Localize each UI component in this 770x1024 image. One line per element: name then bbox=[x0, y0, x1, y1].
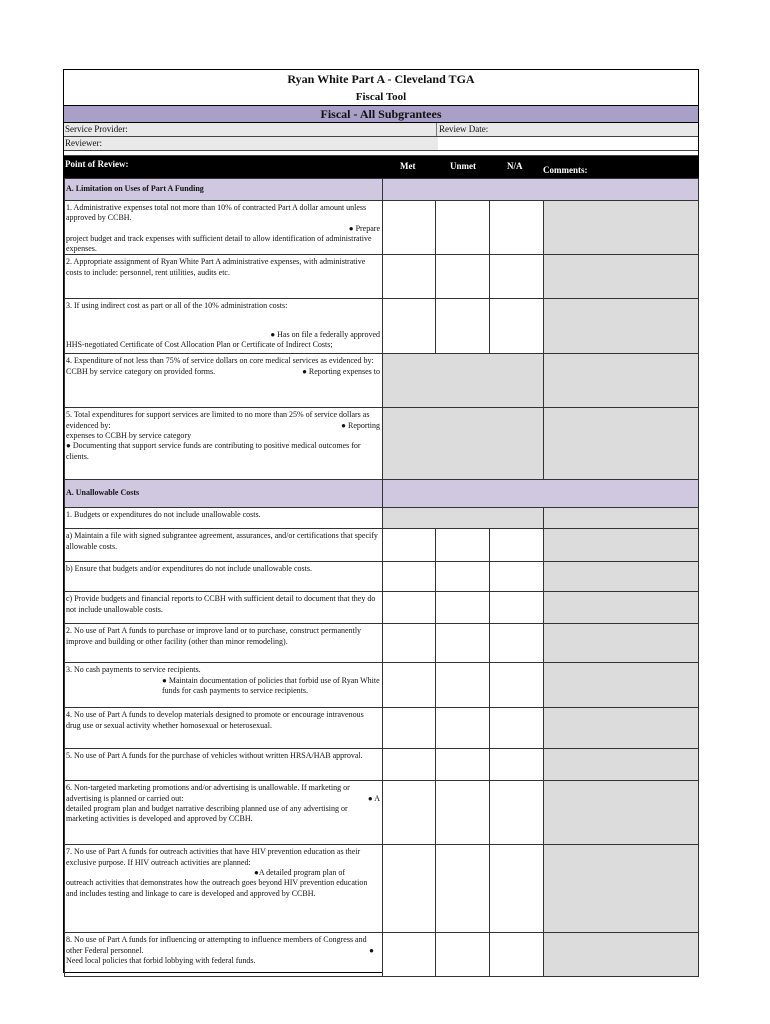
section-a-fill bbox=[383, 179, 699, 201]
question-cell: 1. Budgets or expenditures do not include unallowable costs. bbox=[65, 508, 383, 529]
na-cell[interactable] bbox=[490, 663, 544, 708]
comments-cell[interactable] bbox=[544, 933, 699, 977]
comments-cell[interactable] bbox=[544, 624, 699, 663]
table-row bbox=[65, 529, 699, 562]
bullet-text: ● A bbox=[367, 793, 380, 803]
question-cell: 4. No use of Part A funds to develop materials designed to promote or encourage intravenous drug use or sexual activity whether homosexual or heterosexual. bbox=[65, 708, 383, 749]
unmet-cell[interactable] bbox=[436, 749, 490, 781]
question-text: 3. No cash payments to service recipients. bbox=[66, 665, 201, 675]
question-text: 4. Expenditure of not less than 75% of service dollars on core medical services as evidenced by: bbox=[66, 356, 374, 366]
section-a-title: A. Limitation on Uses of Part A Funding bbox=[65, 179, 383, 201]
table-row bbox=[65, 562, 699, 592]
unmet-cell[interactable] bbox=[436, 624, 490, 663]
na-header: N/A bbox=[507, 161, 523, 171]
comments-header: Comments: bbox=[543, 165, 588, 175]
table-row bbox=[65, 933, 699, 977]
met-cell[interactable] bbox=[383, 663, 436, 708]
na-cell[interactable] bbox=[490, 592, 544, 624]
bullet-text: ● bbox=[369, 945, 374, 955]
na-cell[interactable] bbox=[490, 201, 544, 255]
na-cell[interactable] bbox=[490, 933, 544, 977]
question-cell: c) Provide budgets and financial reports to CCBH with sufficient detail to document that they do not include unallowable costs. bbox=[65, 592, 383, 624]
disabled-cells bbox=[383, 408, 544, 480]
table-row bbox=[65, 255, 699, 299]
section-a-header-row bbox=[65, 179, 699, 201]
column-header-bar bbox=[64, 156, 698, 178]
na-cell[interactable] bbox=[490, 708, 544, 749]
met-cell[interactable] bbox=[383, 933, 436, 977]
na-cell[interactable] bbox=[490, 529, 544, 562]
question-text: 6. Non-targeted marketing promotions and/or advertising is unallowable. If marketing or advertising is planned or carried out: bbox=[66, 783, 350, 803]
table-row bbox=[65, 845, 699, 933]
question-cell bbox=[65, 408, 383, 480]
disabled-cells bbox=[383, 354, 544, 408]
met-cell[interactable] bbox=[383, 781, 436, 845]
question-text: outreach activities that demonstrates how the outreach goes beyond HIV prevention education and includes testing and linkage to care is developed and approved by CCBH. bbox=[66, 878, 368, 898]
na-cell[interactable] bbox=[490, 845, 544, 933]
bullet-text: ● Has on file a federally approved bbox=[270, 329, 380, 339]
unmet-cell[interactable] bbox=[436, 781, 490, 845]
comments-cell[interactable] bbox=[544, 708, 699, 749]
comments-cell[interactable] bbox=[544, 508, 699, 529]
question-text: 3. If using indirect cost as part or all of the 10% administration costs: bbox=[66, 301, 288, 311]
review-date-field[interactable]: Review Date: bbox=[437, 123, 698, 136]
unmet-cell[interactable] bbox=[436, 201, 490, 255]
bullet-text: ●A detailed program plan of bbox=[254, 868, 346, 878]
question-text: CCBH by service category on provided forms. bbox=[66, 366, 216, 376]
question-cell bbox=[65, 201, 383, 255]
met-cell[interactable] bbox=[383, 845, 436, 933]
comments-cell[interactable] bbox=[544, 354, 699, 408]
met-cell[interactable] bbox=[383, 201, 436, 255]
comments-cell[interactable] bbox=[544, 255, 699, 299]
question-text: HHS-negotiated Certificate of Cost Allocation Plan or Certificate of Indirect Costs; bbox=[66, 340, 333, 350]
unmet-cell[interactable] bbox=[436, 845, 490, 933]
met-cell[interactable] bbox=[383, 749, 436, 781]
review-table bbox=[64, 178, 699, 977]
bullet-text: ● Prepare bbox=[348, 223, 380, 233]
question-text: expenses to CCBH by service category bbox=[66, 431, 192, 441]
question-cell bbox=[65, 933, 383, 977]
question-cell: 2. Appropriate assignment of Ryan White Part A administrative expenses, with administrative costs to include: personnel, rent utilities, audits etc. bbox=[65, 255, 383, 299]
na-cell[interactable] bbox=[490, 255, 544, 299]
service-provider-field[interactable]: Service Provider: bbox=[64, 123, 437, 136]
table-row bbox=[65, 299, 699, 354]
unmet-cell[interactable] bbox=[436, 592, 490, 624]
form-subtitle: Fiscal Tool bbox=[355, 91, 407, 103]
question-cell bbox=[65, 663, 383, 708]
table-row bbox=[65, 781, 699, 845]
na-cell[interactable] bbox=[490, 624, 544, 663]
na-cell[interactable] bbox=[490, 562, 544, 592]
question-text: project budget and track expenses with sufficient detail to allow identification of administrative expenses. bbox=[66, 233, 372, 254]
form-title: Ryan White Part A - Cleveland TGA bbox=[287, 72, 475, 86]
table-row bbox=[65, 708, 699, 749]
question-text: 8. No use of Part A funds for influencing or attempting to influence members of Congress and other Federal personnel. bbox=[66, 935, 367, 955]
met-cell[interactable] bbox=[383, 529, 436, 562]
question-text: 1. Administrative expenses total not more than 10% of contracted Part A dollar amount unless approved by CCBH. bbox=[66, 203, 367, 223]
table-row bbox=[65, 354, 699, 408]
question-text: Need local policies that forbid lobbying with federal funds. bbox=[66, 956, 256, 966]
unmet-cell[interactable] bbox=[436, 255, 490, 299]
question-text: 5. Total expenditures for support services are limited to no more than 25% of service dollars as evidenced by: bbox=[66, 410, 370, 430]
table-row bbox=[65, 592, 699, 624]
unmet-cell[interactable] bbox=[436, 933, 490, 977]
service-provider-row bbox=[64, 123, 698, 137]
question-text: detailed program plan and budget narrative describing planned use of any advertising or marketing activities is developed and approved by CCBH. bbox=[66, 804, 348, 824]
comments-cell[interactable] bbox=[544, 562, 699, 592]
table-row bbox=[65, 749, 699, 781]
unmet-cell[interactable] bbox=[436, 708, 490, 749]
bullet-text: ● Documenting that support service funds are contributing to positive medical outcomes for clients. bbox=[66, 441, 361, 461]
met-cell[interactable] bbox=[383, 624, 436, 663]
met-cell[interactable] bbox=[383, 592, 436, 624]
question-cell: b) Ensure that budgets and/or expenditures do not include unallowable costs. bbox=[65, 562, 383, 592]
subgrantees-band: Fiscal - All Subgrantees bbox=[64, 105, 698, 123]
comments-cell[interactable] bbox=[544, 781, 699, 845]
unmet-header: Unmet bbox=[450, 161, 476, 171]
na-cell[interactable] bbox=[490, 749, 544, 781]
met-cell[interactable] bbox=[383, 299, 436, 354]
question-cell bbox=[65, 299, 383, 354]
table-row bbox=[65, 408, 699, 480]
comments-cell[interactable] bbox=[544, 663, 699, 708]
question-cell bbox=[65, 781, 383, 845]
na-cell[interactable] bbox=[490, 781, 544, 845]
question-text: 7. No use of Part A funds for outreach activities that have HIV prevention education as their exclusive purpose. If HIV outreach activities are planned: bbox=[66, 847, 361, 867]
comments-cell[interactable] bbox=[544, 529, 699, 562]
bullet-text: ● Maintain documentation of policies that forbid use of Ryan White funds for cash payments to service recipients. bbox=[162, 675, 380, 696]
unmet-cell[interactable] bbox=[436, 529, 490, 562]
reviewer-row bbox=[64, 137, 698, 151]
unmet-cell[interactable] bbox=[436, 562, 490, 592]
reviewer-field[interactable]: Reviewer: bbox=[64, 137, 438, 150]
comments-cell[interactable] bbox=[544, 845, 699, 933]
comments-cell[interactable] bbox=[544, 592, 699, 624]
comments-cell[interactable] bbox=[544, 201, 699, 255]
unmet-cell[interactable] bbox=[436, 299, 490, 354]
table-row bbox=[65, 663, 699, 708]
question-cell bbox=[65, 354, 383, 408]
table-row bbox=[65, 624, 699, 663]
section-b-header-row bbox=[65, 480, 699, 508]
table-row bbox=[65, 508, 699, 529]
point-of-review-header: Point of Review: bbox=[65, 159, 129, 169]
question-cell bbox=[65, 845, 383, 933]
comments-cell[interactable] bbox=[544, 408, 699, 480]
met-cell[interactable] bbox=[383, 255, 436, 299]
bullet-text: ● Reporting expenses to bbox=[302, 366, 380, 376]
na-cell[interactable] bbox=[490, 299, 544, 354]
table-row bbox=[65, 201, 699, 255]
met-cell[interactable] bbox=[383, 562, 436, 592]
bullet-text: ● Reporting bbox=[341, 420, 380, 430]
disabled-cells bbox=[383, 508, 544, 529]
met-header: Met bbox=[400, 161, 416, 171]
section-b-title: A. Unallowable Costs bbox=[65, 480, 383, 508]
question-cell: 5. No use of Part A funds for the purchase of vehicles without written HRSA/HAB approval. bbox=[65, 749, 383, 781]
unmet-cell[interactable] bbox=[436, 663, 490, 708]
section-b-fill bbox=[383, 480, 699, 508]
fiscal-tool-sheet bbox=[63, 69, 699, 973]
comments-cell[interactable] bbox=[544, 299, 699, 354]
met-cell[interactable] bbox=[383, 708, 436, 749]
comments-cell[interactable] bbox=[544, 749, 699, 781]
question-cell: 2. No use of Part A funds to purchase or improve land or to purchase, construct permanently improve and building or other facility (other than minor remodeling). bbox=[65, 624, 383, 663]
question-cell: a) Maintain a file with signed subgrantee agreement, assurances, and/or certifications that specify allowable costs. bbox=[65, 529, 383, 562]
